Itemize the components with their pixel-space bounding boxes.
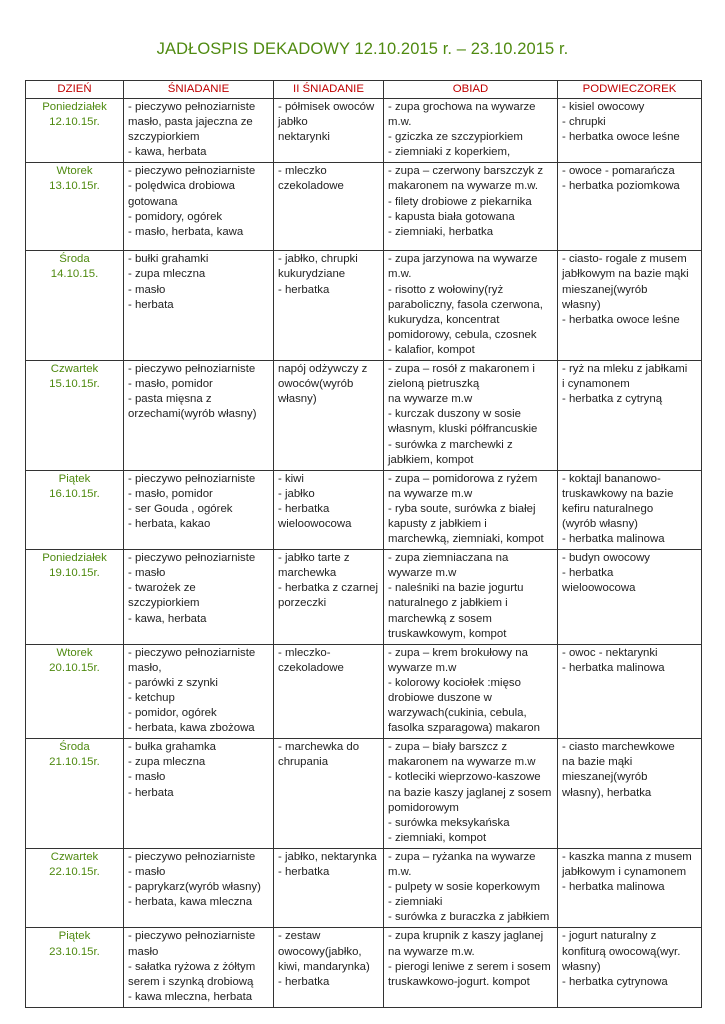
day-cell <box>26 848 124 927</box>
menu-line: jabłkiem, kompot <box>388 453 474 466</box>
menu-line: - herbata, kawa zbożowa <box>128 722 255 735</box>
day-cell <box>26 251 124 361</box>
breakfast-cell <box>124 848 274 927</box>
breakfast-cell <box>124 550 274 645</box>
menu-line: - ciasto- rogale z musem <box>562 253 687 266</box>
menu-line: masło, pasta jajeczna ze <box>128 116 253 129</box>
menu-line: - pieczywo pełnoziarniste <box>128 552 256 565</box>
menu-line: - herbatka owoce leśne <box>562 131 680 144</box>
menu-line: - surówka z marchewki z <box>388 438 513 451</box>
menu-line: - ziemniaki <box>388 896 443 909</box>
day-name: Środa <box>59 253 90 266</box>
menu-line: - ziemniaki, kompot <box>388 831 487 844</box>
table-row <box>26 739 702 849</box>
menu-line: - pulpety w sosie koperkowym <box>388 881 540 894</box>
menu-line: - zupa mleczna <box>128 268 206 281</box>
second-breakfast-cell <box>274 739 384 849</box>
menu-line: własny), herbatka <box>562 786 652 799</box>
day-cell <box>26 739 124 849</box>
menu-line: - zupa krupnik z kaszy jaglanej <box>388 930 544 943</box>
menu-line: - jabłko tarte z <box>278 552 350 565</box>
menu-line: mieszanej(wyrób <box>562 283 648 296</box>
menu-line: - herbatka <box>278 866 330 879</box>
menu-line: - ziemniaki z koperkiem, <box>388 146 511 159</box>
snack-cell <box>558 251 702 361</box>
table-row <box>26 928 702 1007</box>
menu-line: - ser Gouda , ogórek <box>128 502 233 515</box>
second-breakfast-cell <box>274 99 384 163</box>
menu-line: - pomidor, ogórek <box>128 707 217 720</box>
menu-line: - paprykarz(wyrób własny) <box>128 881 261 894</box>
menu-line: własny) <box>562 298 601 311</box>
day-date: 21.10.15r. <box>49 756 100 769</box>
menu-line: - herbatka malinowa <box>562 533 665 546</box>
second-breakfast-cell <box>274 251 384 361</box>
menu-line: - półmisek owoców <box>278 101 375 113</box>
day-cell <box>26 928 124 1007</box>
breakfast-cell <box>124 361 274 471</box>
header-day: DZIEŃ <box>26 81 124 99</box>
menu-line: zieloną pietruszką <box>388 378 480 391</box>
menu-line: wywarze m.w <box>388 661 457 674</box>
menu-line: - ciasto marchewkowe <box>562 741 675 754</box>
menu-line: - kawa mleczna, herbata <box>128 990 253 1003</box>
menu-line: drobiowe duszone w <box>388 692 492 704</box>
menu-line: własnym, kluski półfrancuskie <box>388 423 538 436</box>
menu-line: - pieczywo pełnoziarniste <box>128 165 256 178</box>
table-row <box>26 361 702 471</box>
menu-line: - filety drobiowe z piekarnika <box>388 195 532 208</box>
menu-line: serem i szynką drobiową <box>128 975 254 988</box>
breakfast-cell <box>124 644 274 739</box>
menu-line: - surówka meksykańska <box>388 816 510 829</box>
day-date: 23.10.15r. <box>49 945 100 958</box>
snack-cell <box>558 361 702 471</box>
header-row <box>26 81 702 99</box>
second-breakfast-cell <box>274 163 384 251</box>
second-breakfast-cell <box>274 470 384 549</box>
menu-line: owocowy(jabłko, <box>278 945 362 958</box>
menu-line: - herbatka z czarnej <box>278 582 379 595</box>
day-date: 16.10.15r. <box>49 487 100 500</box>
menu-line: - zupa mleczna <box>128 756 206 769</box>
day-date: 12.10.15r. <box>49 116 100 129</box>
menu-line: - herbatka malinowa <box>562 881 665 894</box>
menu-line: - zupa ziemniaczana na <box>388 552 509 565</box>
header-snack: PODWIECZOREK <box>558 81 702 99</box>
menu-line: kukurydziane <box>278 268 346 281</box>
menu-line: kukurydza, koncentrat <box>388 313 500 326</box>
menu-line: własny) <box>278 393 317 406</box>
menu-line: - pieczywo pełnoziarniste <box>128 363 256 376</box>
breakfast-cell <box>124 739 274 849</box>
menu-line: - herbata <box>128 786 174 799</box>
day-date: 20.10.15r. <box>49 661 100 674</box>
header-second-breakfast: II ŚNIADANIE <box>274 81 384 99</box>
day-name: Wtorek <box>56 646 93 659</box>
menu-line: pomidorowym <box>388 801 459 814</box>
menu-line: - zupa – czerwony barszczyk z <box>388 165 544 178</box>
menu-line: m.w. <box>388 866 412 879</box>
day-name: Czwartek <box>50 850 99 863</box>
second-breakfast-cell <box>274 928 384 1007</box>
day-name: Wtorek <box>56 165 93 178</box>
menu-line: - jogurt naturalny z <box>562 930 657 943</box>
menu-line: - surówka z buraczka z jabłkiem <box>388 911 550 924</box>
menu-table <box>25 80 702 1008</box>
menu-line: - kalafior, kompot <box>388 343 475 356</box>
menu-line: orzechami(wyrób własny) <box>128 408 257 421</box>
menu-line: - herbatka <box>562 567 614 580</box>
menu-line: owoców(wyrób <box>278 378 354 391</box>
snack-cell <box>558 470 702 549</box>
day-name: Środa <box>59 741 90 754</box>
menu-line: - herbata <box>128 298 174 311</box>
breakfast-cell <box>124 251 274 361</box>
table-row <box>26 550 702 645</box>
snack-cell <box>558 644 702 739</box>
menu-line: czekoladowe <box>278 661 344 674</box>
menu-line: - pieczywo pełnoziarniste <box>128 101 256 113</box>
day-cell <box>26 99 124 163</box>
menu-line: nektarynki <box>278 131 330 144</box>
menu-line: - twarożek ze <box>128 582 196 595</box>
menu-line: - polędwica drobiowa <box>128 180 236 193</box>
lunch-cell <box>384 251 558 361</box>
menu-line: - pieczywo pełnoziarniste <box>128 472 256 485</box>
header-breakfast: ŚNIADANIE <box>124 81 274 99</box>
menu-line: - kiwi <box>278 472 304 485</box>
menu-line: - kolorowy kociołek :mięso <box>388 676 521 689</box>
table-row <box>26 848 702 927</box>
second-breakfast-cell <box>274 848 384 927</box>
menu-line: na wywarze m.w <box>388 393 473 406</box>
menu-line: - masło, herbata, kawa <box>128 225 244 238</box>
menu-line: wieloowocowa <box>278 517 352 530</box>
day-cell <box>26 550 124 645</box>
menu-line: - budyn owocowy <box>562 552 651 565</box>
table-row <box>26 99 702 163</box>
menu-line: - kapusta biała gotowana <box>388 210 515 223</box>
menu-line: - ryż na mleku z jabłkami <box>562 363 688 376</box>
day-cell <box>26 361 124 471</box>
menu-line: - kurczak duszony w sosie <box>388 408 521 421</box>
snack-cell <box>558 928 702 1007</box>
menu-line: chrupania <box>278 756 329 769</box>
menu-line: - herbatka z cytryną <box>562 393 663 406</box>
snack-cell <box>558 550 702 645</box>
table-row <box>26 163 702 251</box>
lunch-cell <box>384 550 558 645</box>
menu-line: - parówki z szynki <box>128 676 218 689</box>
menu-line: fasolka szparagowa) makaron <box>388 722 540 735</box>
menu-line: - owoc - nektarynki <box>562 646 658 659</box>
menu-line: - pieczywo pełnoziarniste <box>128 930 256 943</box>
day-date: 15.10.15r. <box>49 378 100 391</box>
menu-line: - masło <box>128 866 166 879</box>
lunch-cell <box>384 644 558 739</box>
menu-line: - herbatka malinowa <box>562 661 665 674</box>
menu-line: - kawa, herbata <box>128 612 207 625</box>
menu-line: masło, <box>128 661 162 674</box>
menu-line: - zupa – krem brokułowy na <box>388 646 528 659</box>
menu-line: truskawkowy na bazie <box>562 487 674 500</box>
menu-line: konfiturą owocową(wyr. <box>562 945 681 958</box>
page-title: JADŁOSPIS DEKADOWY 12.10.2015 r. – 23.10.2015 r. <box>156 40 569 58</box>
menu-line: - jabłko <box>278 487 315 500</box>
menu-line: makaronem na wywarze m.w <box>388 756 536 769</box>
lunch-cell <box>384 848 558 927</box>
day-date: 22.10.15r. <box>49 866 100 879</box>
breakfast-cell <box>124 928 274 1007</box>
menu-line: porzeczki <box>278 597 327 610</box>
breakfast-cell <box>124 470 274 549</box>
menu-line: - kisiel owocowy <box>562 101 645 113</box>
menu-line: - mleczko- <box>278 646 331 659</box>
lunch-cell <box>384 99 558 163</box>
menu-line: - herbatka <box>278 502 330 515</box>
menu-line: - sałatka ryżowa z żółtym <box>128 960 256 973</box>
menu-line: gotowana <box>128 195 178 208</box>
menu-line: - ryba soute, surówka z białej <box>388 502 536 515</box>
menu-line: - masło <box>128 567 166 580</box>
day-cell <box>26 644 124 739</box>
day-name: Piątek <box>58 472 91 485</box>
breakfast-cell <box>124 163 274 251</box>
menu-line: napój odżywczy z <box>278 363 368 376</box>
menu-line: - zupa – pomidorowa z ryżem <box>388 472 538 485</box>
menu-line: - zestaw <box>278 930 321 943</box>
day-name: Piątek <box>58 930 91 943</box>
snack-cell <box>558 99 702 163</box>
menu-line: wywarze m.w <box>388 567 457 580</box>
snack-cell <box>558 848 702 927</box>
menu-line: - mleczko <box>278 165 327 178</box>
menu-line: - owoce - pomarańcza <box>562 165 675 178</box>
menu-line: - kawa, herbata <box>128 146 207 159</box>
menu-line: warzywach(cukinia, cebula, <box>388 707 527 720</box>
menu-line: - masło <box>128 771 166 784</box>
day-cell <box>26 470 124 549</box>
menu-line: - zupa grochowa na wywarze <box>388 101 536 113</box>
breakfast-cell <box>124 99 274 163</box>
menu-line: - herbatka owoce leśne <box>562 313 680 326</box>
day-date: 19.10.15r. <box>49 567 100 580</box>
table-row <box>26 251 702 361</box>
menu-line: kefiru naturalnego <box>562 502 654 515</box>
day-date: 13.10.15r. <box>49 180 100 193</box>
menu-line: - zupa – rosół z makaronem i <box>388 363 535 376</box>
menu-line: marchewką, ziemniaki, kompot <box>388 533 544 546</box>
menu-line: - gziczka ze szczypiorkiem <box>388 131 523 144</box>
menu-line: - chrupki <box>562 116 606 129</box>
lunch-cell <box>384 163 558 251</box>
snack-cell <box>558 739 702 849</box>
menu-line: kapusty z jabłkiem i <box>388 517 487 530</box>
lunch-cell <box>384 739 558 849</box>
day-name: Poniedziałek <box>42 101 107 113</box>
second-breakfast-cell <box>274 361 384 471</box>
menu-line: truskawkowo-jogurt. kompot <box>388 975 530 988</box>
menu-line: - herbatka poziomkowa <box>562 180 680 193</box>
menu-line: i cynamonem <box>562 378 630 391</box>
lunch-cell <box>384 361 558 471</box>
second-breakfast-cell <box>274 644 384 739</box>
menu-line: - marchewka do <box>278 741 360 754</box>
menu-line: - masło, pomidor <box>128 378 213 391</box>
menu-line: - ziemniaki, herbatka <box>388 225 494 238</box>
second-breakfast-cell <box>274 550 384 645</box>
menu-line: czekoladowe <box>278 180 344 193</box>
menu-line: m.w. <box>388 268 412 281</box>
menu-line: szczypiorkiem <box>128 597 200 610</box>
header-lunch: OBIAD <box>384 81 558 99</box>
menu-body <box>26 99 702 1008</box>
menu-line: - bułki grahamki <box>128 253 209 266</box>
menu-line: - risotto z wołowiny(ryż <box>388 283 504 296</box>
menu-line: jabłkowym na bazie mąki <box>562 268 689 281</box>
menu-line: - herbata, kakao <box>128 517 211 530</box>
day-cell <box>26 163 124 251</box>
menu-line: jabłko <box>278 116 308 129</box>
menu-line: kiwi, mandarynka) <box>278 960 370 973</box>
menu-line: - bułka grahamka <box>128 741 217 754</box>
menu-line: jabłkowym i cynamonem <box>562 866 687 879</box>
menu-line: - koktajl bananowo- <box>562 472 661 485</box>
lunch-cell <box>384 928 558 1007</box>
menu-line: - jabłko, nektarynka <box>278 850 377 863</box>
menu-line: - jabłko, chrupki <box>278 253 358 266</box>
day-name: Czwartek <box>50 363 99 376</box>
menu-line: paraboliczny, fasola czerwona, <box>388 298 543 311</box>
menu-line: - kotleciki wieprzowo-kaszowe <box>388 771 541 784</box>
menu-line: - zupa – biały barszcz z <box>388 741 508 754</box>
menu-line: - pomidory, ogórek <box>128 210 223 223</box>
menu-line: szczypiorkiem <box>128 131 200 144</box>
menu-line: (wyrób własny) <box>562 517 638 530</box>
menu-line: masło <box>128 945 159 958</box>
menu-line: - herbatka <box>278 975 330 988</box>
table-row <box>26 644 702 739</box>
menu-line: m.w. <box>388 116 412 129</box>
menu-line: - pieczywo pełnoziarniste <box>128 646 256 659</box>
lunch-cell <box>384 470 558 549</box>
menu-line: - zupa jarzynowa na wywarze <box>388 253 538 266</box>
menu-line: - ketchup <box>128 692 175 704</box>
day-date: 14.10.15. <box>50 268 99 281</box>
menu-line: na bazie mąki <box>562 756 633 769</box>
menu-line: - pierogi leniwe z serem i sosem <box>388 960 551 973</box>
menu-line: - masło <box>128 283 166 296</box>
menu-line: - pieczywo pełnoziarniste <box>128 850 256 863</box>
menu-line: pomidorowy, cebula, czosnek <box>388 328 537 341</box>
day-name: Poniedziałek <box>42 552 107 565</box>
menu-line: truskawkowym, kompot <box>388 627 507 640</box>
menu-line: - herbata, kawa mleczna <box>128 896 253 909</box>
snack-cell <box>558 163 702 251</box>
menu-line: wieloowocowa <box>562 582 636 595</box>
menu-line: na bazie kaszy jaglanej z sosem <box>388 786 552 799</box>
menu-line: własny) <box>562 960 601 973</box>
menu-line: na wywarze m.w <box>388 487 473 500</box>
menu-line: makaronem na wywarze m.w. <box>388 180 539 193</box>
menu-line: marchewką z sosem <box>388 612 492 625</box>
menu-line: na wywarze m.w. <box>388 945 475 958</box>
menu-line: - kaszka manna z musem <box>562 850 692 863</box>
menu-line: - herbatka <box>278 283 330 296</box>
menu-line: - masło, pomidor <box>128 487 213 500</box>
menu-line: mieszanej(wyrób <box>562 771 648 784</box>
menu-line: - naleśniki na bazie jogurtu <box>388 582 524 595</box>
table-row <box>26 470 702 549</box>
menu-line: - herbatka cytrynowa <box>562 975 668 988</box>
menu-line: marchewka <box>278 567 337 580</box>
menu-line: - pasta mięsna z <box>128 393 212 406</box>
menu-line: - zupa – ryżanka na wywarze <box>388 850 536 863</box>
menu-line: naturalnego z jabłkiem i <box>388 597 508 610</box>
